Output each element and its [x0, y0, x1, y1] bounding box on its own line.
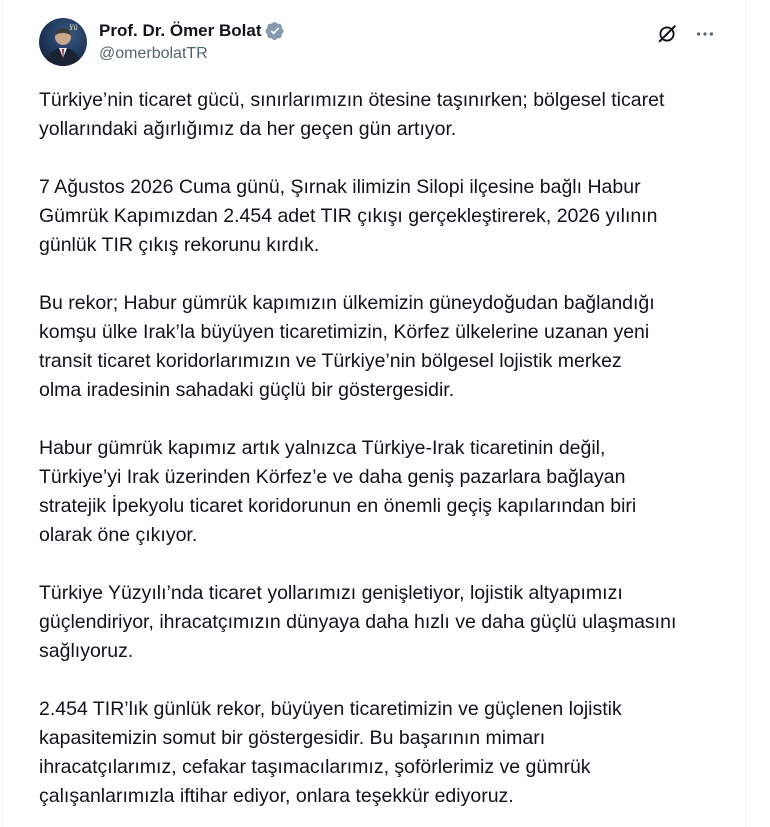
display-name-row — [99, 19, 285, 43]
tweet-paragraph — [39, 289, 739, 405]
author-names — [99, 19, 285, 63]
tweet-line: Habur gümrük kapımız artık yalnızca Türkiye-Irak ticaretinin değil, — [39, 437, 606, 459]
tweet-line: günlük TIR çıkış rekorunu kırdık. — [39, 234, 320, 256]
more-icon[interactable] — [693, 22, 717, 46]
tweet-paragraph — [39, 579, 739, 666]
tweet-line: çalışanlarımızla iftihar ediyor, onlara teşekkür ediyoruz. — [39, 785, 514, 807]
tweet-line: güçlendiriyor, ihracatçımızın dünyaya daha hızlı ve daha güçlü ulaşmasını — [39, 611, 677, 633]
tweet-line: sağlıyoruz. — [39, 640, 134, 662]
tweet-paragraph — [39, 173, 739, 260]
tweet-line: transit ticaret koridorlarımızın ve Türkiye’nin bölgesel lojistik merkez — [39, 350, 622, 372]
tweet-line: yollarındaki ağırlığımız da her geçen gün artıyor. — [39, 118, 457, 140]
tweet-line: olma iradesinin sahadaki güçlü bir göstergesidir. — [39, 379, 455, 401]
tweet-line: Gümrük Kapımızdan 2.454 adet TIR çıkışı gerçekleştirerek, 2026 yılının — [39, 205, 658, 227]
tweet-line: Türkiye’yi Irak üzerinden Körfez’e ve daha geniş pazarlara bağlayan — [39, 466, 626, 488]
avatar[interactable] — [39, 18, 87, 66]
svg-text:Yü: Yü — [69, 23, 78, 32]
tweet-line: komşu ülke Irak’la büyüyen ticaretimizin, Körfez ülkelerine uzanan yeni — [39, 321, 650, 343]
tweet-line: 7 Ağustos 2026 Cuma günü, Şırnak ilimizin Silopi ilçesine bağlı Habur — [39, 176, 641, 198]
tweet-line: olarak öne çıkıyor. — [39, 524, 198, 546]
tweet-actions — [655, 22, 717, 46]
tweet-header — [39, 16, 727, 68]
tweet-paragraph — [39, 86, 739, 144]
tweet-line: Bu rekor; Habur gümrük kapımızın ülkemizin güneydoğudan bağlandığı — [39, 292, 655, 314]
tweet-line: Türkiye’nin ticaret gücü, sınırlarımızın ötesine taşınırken; bölgesel ticaret — [39, 89, 665, 111]
tweet-card — [2, 0, 746, 827]
tweet-line: kapasitemizin somut bir göstergesidir. Bu başarının mimarı — [39, 727, 546, 749]
tweet-line: 2.454 TIR’lık günlük rekor, büyüyen ticaretimizin ve güçlenen lojistik — [39, 698, 622, 720]
tweet-paragraph — [39, 695, 739, 811]
tweet-paragraph — [39, 434, 739, 550]
tweet-line: ihracatçılarımız, cefakar taşımacılarımız, şoförlerimiz ve gümrük — [39, 756, 591, 778]
verified-badge-icon[interactable] — [265, 21, 285, 41]
tweet-line: stratejik İpekyolu ticaret koridorunun en önemli geçiş kapılarından biri — [39, 495, 637, 517]
author-display-name[interactable]: Prof. Dr. Ömer Bolat — [99, 21, 262, 40]
grok-icon[interactable] — [655, 22, 679, 46]
tweet-line: Türkiye Yüzyılı’nda ticaret yollarımızı genişletiyor, lojistik altyapımızı — [39, 582, 623, 604]
tweet-text — [39, 86, 739, 811]
author-handle[interactable]: @omerbolatTR — [99, 45, 208, 62]
